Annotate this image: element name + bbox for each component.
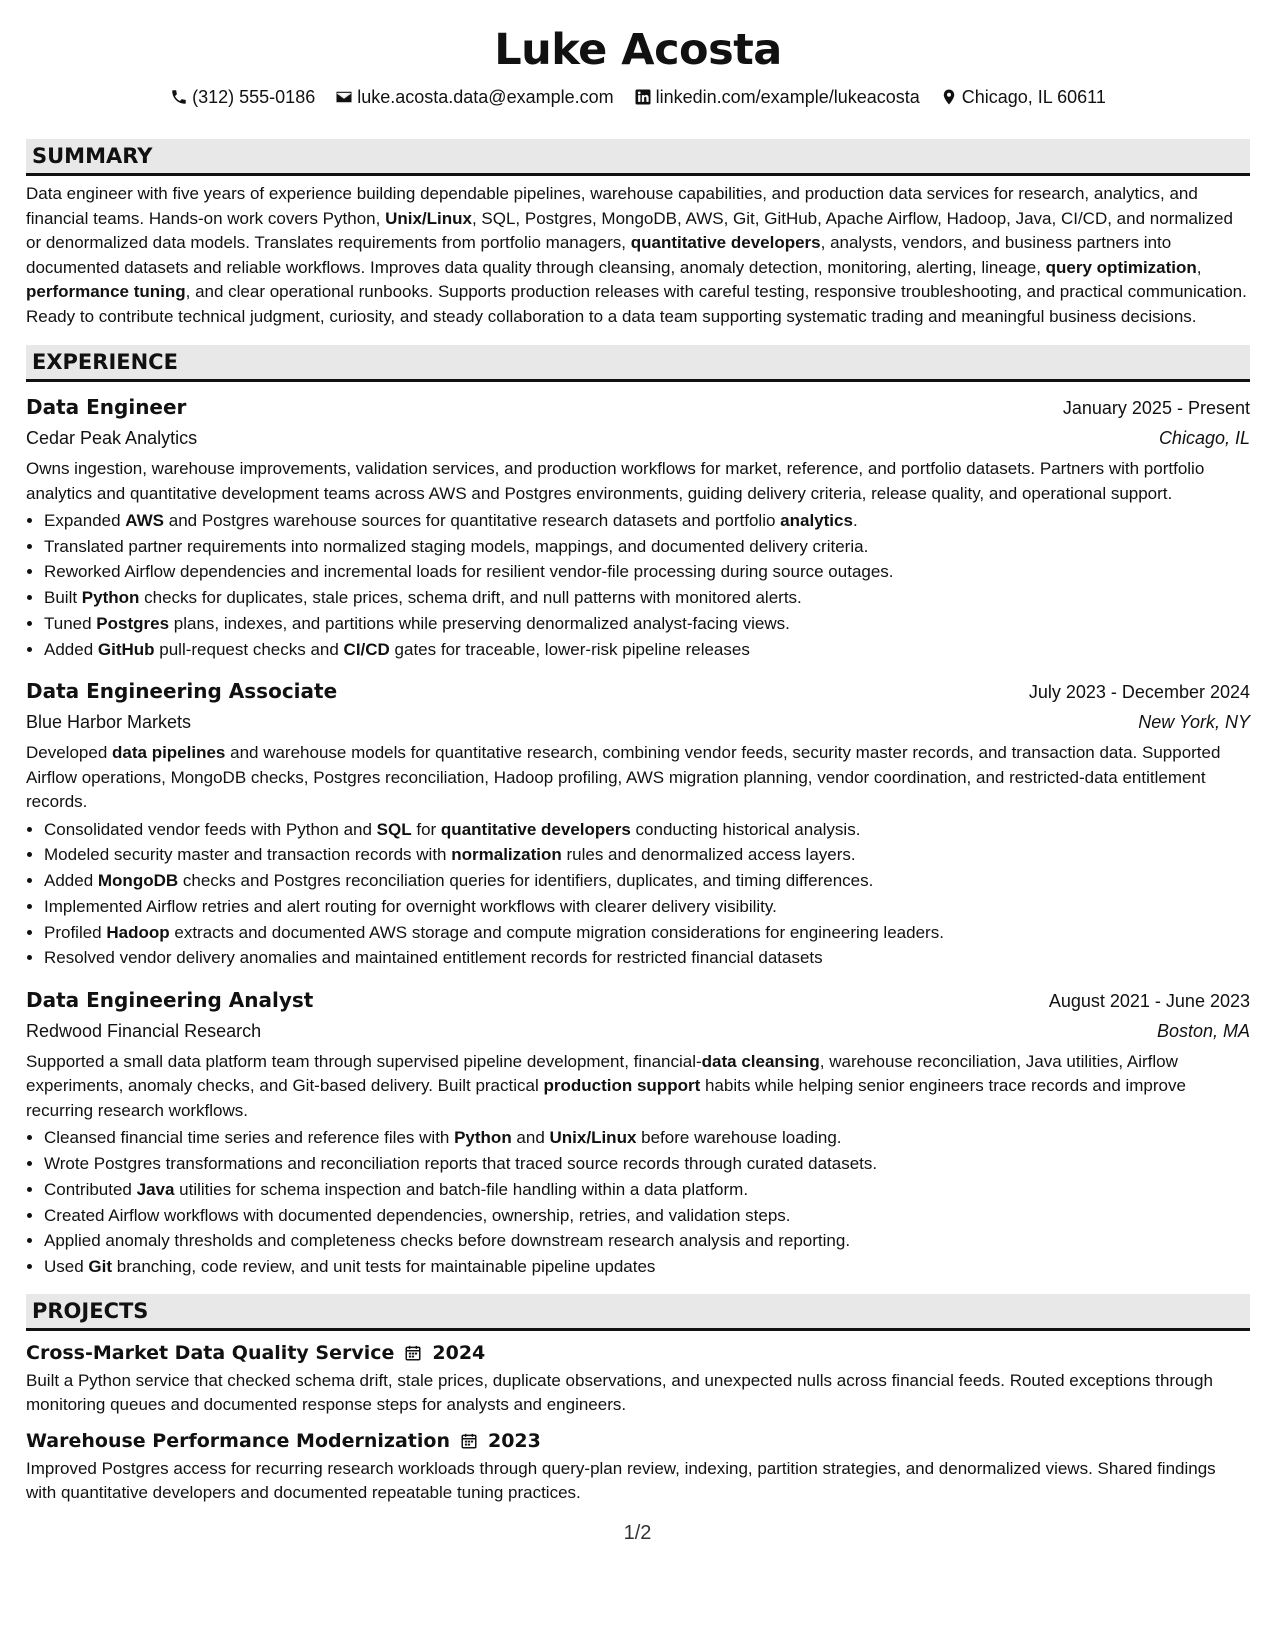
phone-text: (312) 555-0186 xyxy=(192,87,316,107)
page-number: 1/2 xyxy=(623,1522,652,1544)
bullet-item: • Tuned Postgres plans, indexes, and partitions while preserving denormalized analyst-facing views. xyxy=(44,611,1250,637)
job-description: Developed data pipelines and warehouse models for quantitative research, combining vendor feeds, security master records, and transaction data. Supported Airflow operations, MongoDB checks, Postgres reconciliation, Hadoop profiling, AWS migration planning, vendor coordination, and restricted-data entitlement records. xyxy=(26,743,1221,812)
section-heading: SUMMARY xyxy=(26,139,1250,176)
phone-icon xyxy=(170,88,188,106)
job-entry xyxy=(26,985,1250,1280)
email-link[interactable]: luke.acosta.data@example.com xyxy=(357,87,614,107)
calendar-icon xyxy=(460,1432,478,1450)
section-heading: EXPERIENCE xyxy=(26,345,1250,382)
bullet-item: • Cleansed financial time series and reference files with Python and Unix/Linux before warehouse loading. xyxy=(44,1125,1250,1151)
contact-bar xyxy=(26,86,1250,108)
job-title: Data Engineering Associate xyxy=(26,679,338,704)
job-bullets xyxy=(26,817,1250,971)
project-entry xyxy=(26,1339,1250,1417)
bullet-item: • Resolved vendor delivery anomalies and maintained entitlement records for restricted financial datasets xyxy=(44,945,1250,971)
company-name: Redwood Financial Research xyxy=(26,1020,262,1041)
job-dates: August 2021 - June 2023 xyxy=(1048,990,1250,1011)
bullet-item: • Profiled Hadoop extracts and documented AWS storage and compute migration considerations for engineering leaders. xyxy=(44,920,1250,946)
bullet-item: • Created Airflow workflows with documented dependencies, ownership, retries, and validation steps. xyxy=(44,1203,1250,1229)
bullet-item: • Reworked Airflow dependencies and incremental loads for resilient vendor-file processing during source outages. xyxy=(44,559,1250,585)
job-entry xyxy=(26,392,1250,662)
job-title: Data Engineer xyxy=(26,395,187,419)
project-entry xyxy=(26,1427,1250,1505)
job-bullets xyxy=(26,508,1250,662)
linkedin-icon xyxy=(634,88,652,106)
company-name: Blue Harbor Markets xyxy=(26,712,192,733)
bullet-item: • Consolidated vendor feeds with Python and SQL for quantitative developers conducting historical analysis. xyxy=(44,817,1250,843)
bullet-item: • Built Python checks for duplicates, stale prices, schema drift, and null patterns with monitored alerts. xyxy=(44,585,1250,611)
job-description: Supported a small data platform team through supervised pipeline development, financial-data cleansing, warehouse reconciliation, Java utilities, Airflow experiments, anomaly checks, and Git-based delivery. Built practical production support habits while helping senior engineers trace records and improve recurring research workflows. xyxy=(26,1051,1186,1120)
bullet-item: • Added MongoDB checks and Postgres reconciliation queries for identifiers, duplicates, and timing differences. xyxy=(44,868,1250,894)
job-location: Chicago, IL xyxy=(1158,428,1250,448)
job-entry xyxy=(26,676,1250,971)
projects-section xyxy=(26,1294,1250,1505)
bullet-item: • Added GitHub pull-request checks and CI/CD gates for traceable, lower-risk pipeline releases xyxy=(44,637,1250,663)
job-description: Owns ingestion, warehouse improvements, validation services, and production workflows for market, reference, and portfolio datasets. Partners with portfolio analytics and quantitative development teams across AWS and Postgres environments, guiding delivery criteria, release quality, and operational support. xyxy=(26,459,1205,503)
company-name: Cedar Peak Analytics xyxy=(26,428,198,448)
linkedin-link[interactable]: linkedin.com/example/lukeacosta xyxy=(655,87,920,107)
bullet-item: • Applied anomaly thresholds and completeness checks before downstream research analysis and reporting. xyxy=(44,1228,1250,1254)
summary-text: Data engineer with five years of experience building dependable pipelines, warehouse capabilities, and production data services for research, analytics, and financial teams. Hands-on work covers Python, Unix/Linux, SQL, Postgres, MongoDB, AWS, Git, GitHub, Apache Airflow, Hadoop, Java, CI/CD, and normalized or denormalized data models. Translates requirements from portfolio managers, quantitative developers, analysts, vendors, and business partners into documented datasets and reliable workflows. Improves data quality through cleansing, anomaly detection, monitoring, alerting, lineage, query optimization, performance tuning, and clear operational runbooks. Supports production releases with careful testing, responsive troubleshooting, and practical communication. Ready to contribute technical judgment, curiosity, and steady collaboration to a data team supporting systematic trading and meaningful business decisions. xyxy=(26,184,1247,326)
summary-section xyxy=(26,139,1250,329)
candidate-name: Luke Acosta xyxy=(494,25,782,75)
job-dates: July 2023 - December 2024 xyxy=(1028,682,1250,703)
bullet-item: • Modeled security master and transaction records with normalization rules and denormalized access layers. xyxy=(44,842,1250,868)
bullet-item: • Expanded AWS and Postgres warehouse sources for quantitative research datasets and portfolio analytics. xyxy=(44,508,1250,534)
location-text: Chicago, IL 60611 xyxy=(961,87,1106,107)
resume-page xyxy=(26,20,1250,1505)
bullet-item: • Contributed Java utilities for schema inspection and batch-file handling within a data platform. xyxy=(44,1177,1250,1203)
bullet-item: • Wrote Postgres transformations and reconciliation reports that traced source records through curated datasets. xyxy=(44,1151,1250,1177)
contact-email[interactable] xyxy=(335,86,613,108)
map-pin-icon xyxy=(940,88,958,106)
experience-section xyxy=(26,345,1250,1280)
calendar-icon xyxy=(404,1344,422,1362)
bullet-item: • Implemented Airflow retries and alert routing for overnight workflows with clearer delivery visibility. xyxy=(44,894,1250,920)
contact-phone xyxy=(170,86,315,108)
job-dates: January 2025 - Present xyxy=(1062,398,1250,418)
project-year: 2024 xyxy=(432,1341,486,1364)
job-title: Data Engineering Analyst xyxy=(26,987,314,1012)
project-title: Cross-Market Data Quality Service xyxy=(26,1341,395,1364)
project-description: Built a Python service that checked schema drift, stale prices, duplicate observations, and unexpected nulls across financial feeds. Routed exceptions through monitoring queues and documented response steps for analysts and engineers. xyxy=(26,1370,1213,1414)
contact-location xyxy=(940,86,1106,108)
contact-linkedin[interactable] xyxy=(634,86,920,108)
job-location: Boston, MA xyxy=(1156,1020,1250,1041)
project-year: 2023 xyxy=(487,1429,541,1452)
job-location: New York, NY xyxy=(1138,712,1250,733)
bullet-item: • Translated partner requirements into normalized staging models, mappings, and documented delivery criteria. xyxy=(44,534,1250,560)
project-title: Warehouse Performance Modernization xyxy=(26,1429,450,1452)
envelope-icon xyxy=(335,88,353,106)
section-heading: PROJECTS xyxy=(26,1294,1250,1331)
bullet-item: • Used Git branching, code review, and unit tests for maintainable pipeline updates xyxy=(44,1254,1250,1280)
job-bullets xyxy=(26,1125,1250,1279)
project-description: Improved Postgres access for recurring research workloads through query-plan review, indexing, partition strategies, and denormalized views. Shared findings with quantitative developers and documented repeatable tuning practices. xyxy=(26,1458,1216,1502)
